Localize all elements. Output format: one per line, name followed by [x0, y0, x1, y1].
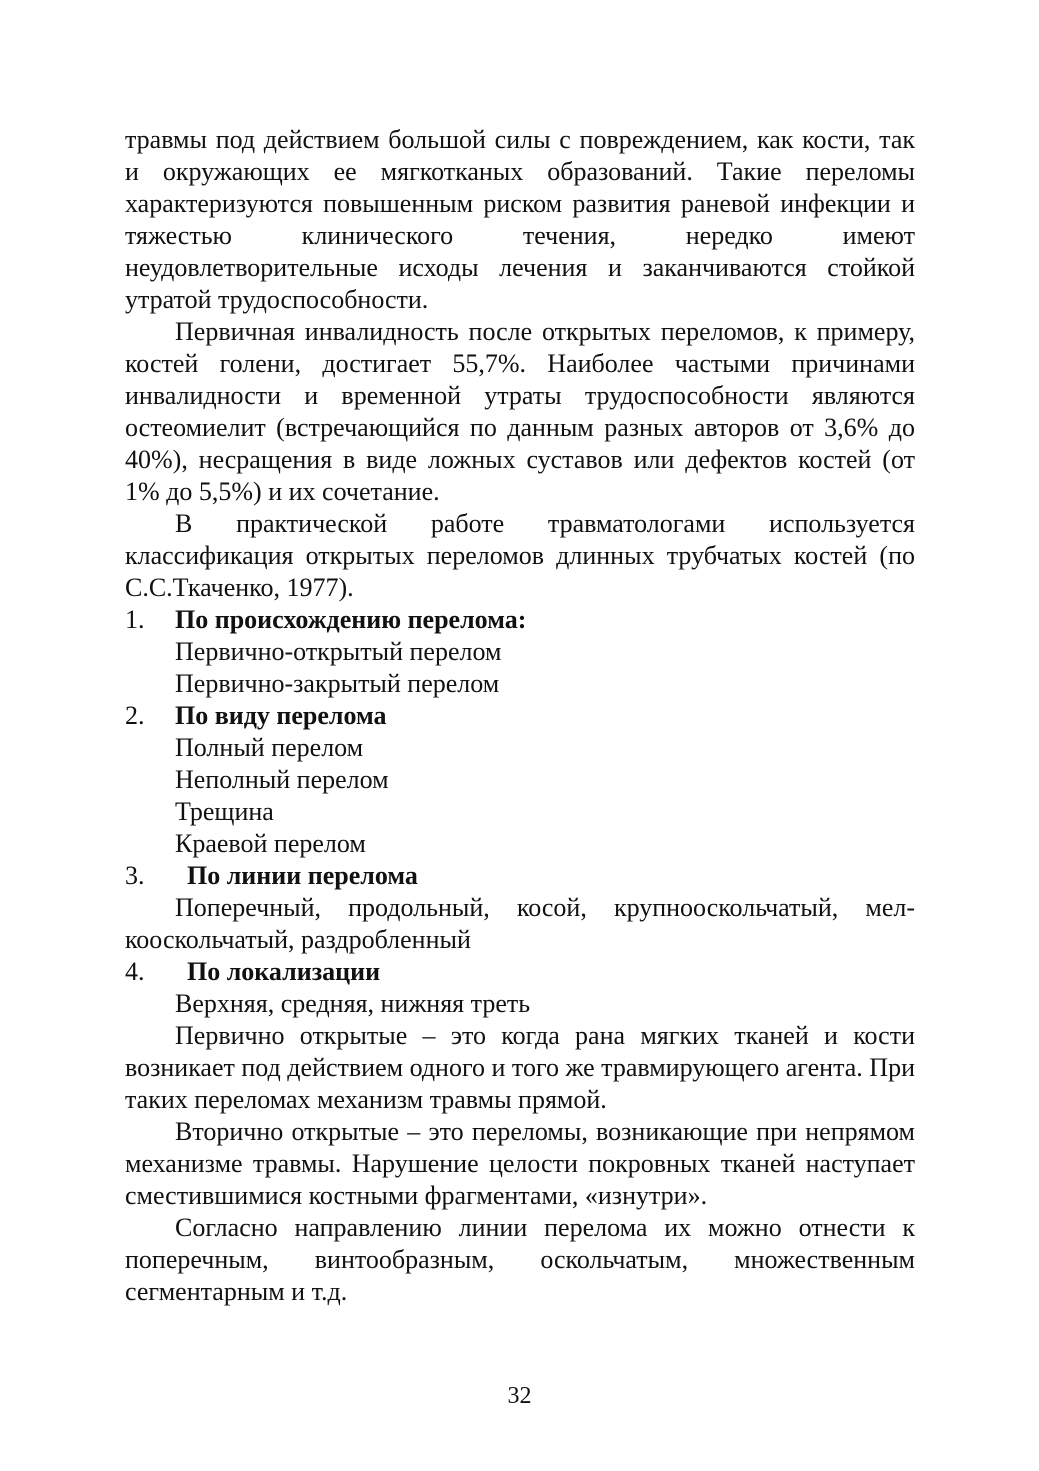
paragraph-6: Согласно направлению линии перелома их можно отнести к поперечным, винтообразным, оскольчатым, множественным сегментарным и т.д.	[125, 1213, 915, 1306]
list-number: 3.	[125, 861, 145, 890]
page-number: 32	[507, 1383, 532, 1409]
list-subitem: Краевой перелом	[175, 829, 366, 858]
list-subitem: Первично-открытый перелом	[175, 637, 502, 666]
paragraph-1: травмы под действием большой силы с повреждением, как кости, так и окружающих ее мягкотканых образований. Такие переломы характеризуются повышенным риском развития раневой инфекции и тяжестью клинического течения, нередко имеют неудовлетворительные исходы лечения и заканчиваются стойкой утратой трудоспособности.	[125, 125, 915, 314]
list-subitem: Поперечный, продольный, косой, крупнооскольчатый, мел-	[175, 893, 915, 922]
list-subitem: Трещина	[175, 797, 274, 826]
classification-item-4	[125, 956, 915, 1020]
page-body	[125, 124, 915, 1308]
list-number: 4.	[125, 957, 145, 986]
paragraph-4-rest: возникает под действием одного и того же травмирующего агента. При таких переломах механизм травмы прямой.	[125, 1053, 915, 1114]
paragraph-3: В практической работе травматологами используется классификация открытых переломов длинных трубчатых костей (по С.С.Ткаченко, 1977).	[125, 509, 915, 602]
list-title: По виду перелома	[175, 701, 387, 730]
paragraph-5: Вторично открытые – это переломы, возникающие при непрямом механизме травмы. Нарушение целости покровных тканей наступает сместившимися костными фрагментами, «изнутри».	[125, 1117, 915, 1210]
list-subitem: Неполный перелом	[175, 765, 389, 794]
list-subitem: Первично-закрытый перелом	[175, 669, 500, 698]
paragraph-2: Первичная инвалидность после открытых переломов, к примеру, костей голени, достигает 55,7%. Наиболее частыми причинами инвалидности и временной утраты трудоспособности являются остеомиелит (встречающийся по данным разных авторов от 3,6% до 40%), несращения в виде ложных суставов или дефектов костей (от 1% до 5,5%) и их сочетание.	[125, 317, 915, 506]
list-title: По происхождению перелома:	[175, 605, 527, 634]
list-title: По линии перелома	[187, 861, 418, 890]
list-title: По локализации	[187, 957, 381, 986]
classification-item-2	[125, 700, 915, 860]
paragraph-4-first-line: Первично открытые – это когда рана мягких тканей и кости	[175, 1021, 915, 1050]
list-number: 1.	[125, 605, 145, 634]
list-subitem-continuation: кооскольчатый, раздробленный	[125, 925, 471, 954]
list-subitem: Полный перелом	[175, 733, 364, 762]
list-subitem: Верхняя, средняя, нижняя треть	[175, 989, 531, 1018]
list-number: 2.	[125, 701, 145, 730]
classification-item-1	[125, 604, 915, 700]
classification-item-3	[125, 860, 915, 956]
